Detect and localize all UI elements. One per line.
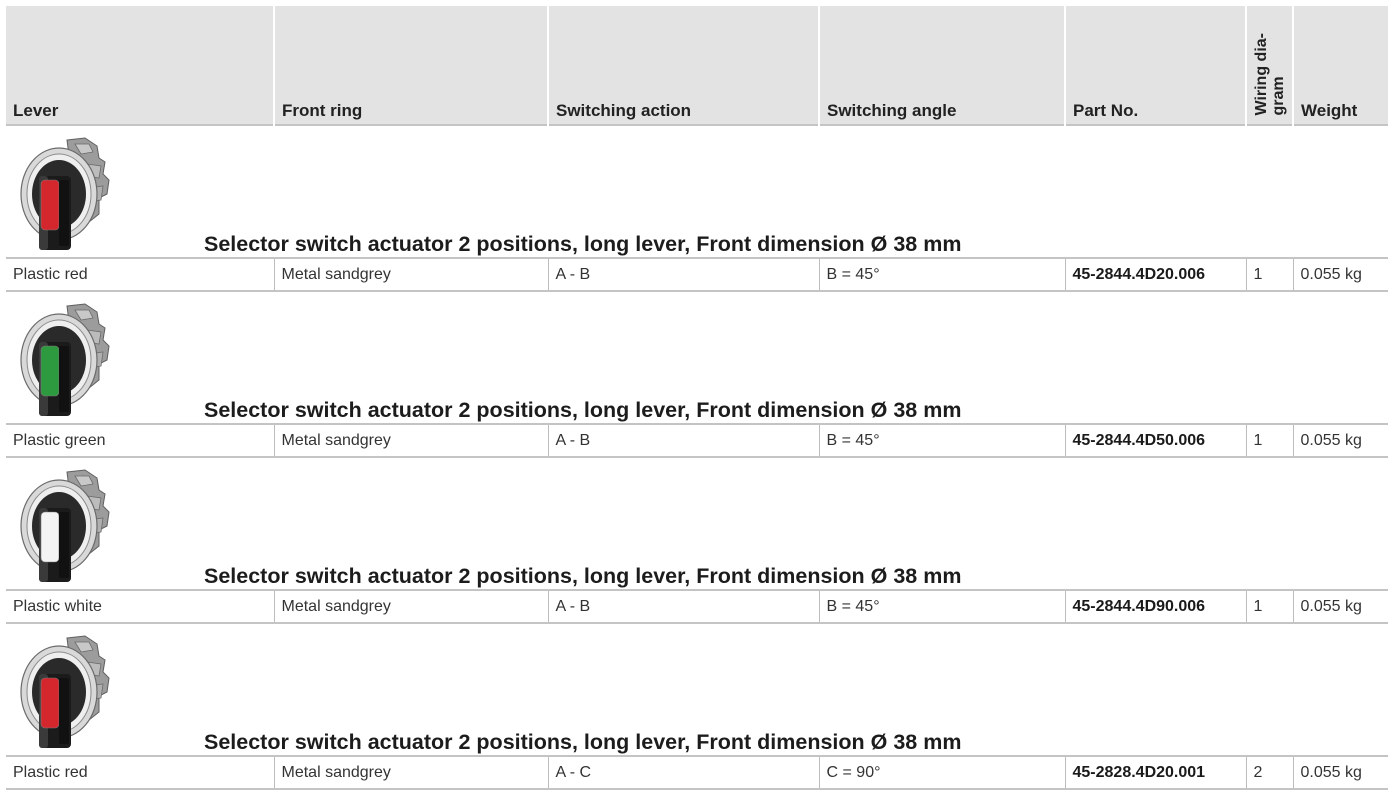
- group-header-cell: [6, 457, 1388, 590]
- table-row: [6, 756, 1388, 789]
- group-header-cell: [6, 125, 1388, 258]
- header-front-ring: Front ring: [274, 6, 548, 125]
- cell-lever: Plastic red: [6, 756, 274, 789]
- selector-switch-image: [15, 302, 115, 420]
- cell-weight: 0.055 kg: [1293, 424, 1388, 457]
- cell-weight: 0.055 kg: [1293, 590, 1388, 623]
- cell-lever: Plastic red: [6, 258, 274, 291]
- cell-switching-action: A - B: [548, 258, 819, 291]
- group-header-cell: [6, 623, 1388, 756]
- group-title: Selector switch actuator 2 positions, long lever, Front dimension Ø 38 mm: [204, 398, 962, 422]
- table-row: [6, 424, 1388, 457]
- cell-switching-angle: B = 45°: [819, 424, 1065, 457]
- cell-front-ring: Metal sandgrey: [274, 590, 548, 623]
- cell-weight: 0.055 kg: [1293, 756, 1388, 789]
- cell-wiring: 1: [1246, 590, 1293, 623]
- cell-front-ring: Metal sandgrey: [274, 424, 548, 457]
- cell-wiring: 2: [1246, 756, 1293, 789]
- group-header-row: [6, 457, 1388, 590]
- header-lever: Lever: [6, 6, 274, 125]
- group-title: Selector switch actuator 2 positions, long lever, Front dimension Ø 38 mm: [204, 730, 962, 754]
- selector-switch-image: [15, 634, 115, 752]
- cell-switching-action: A - B: [548, 424, 819, 457]
- cell-switching-angle: C = 90°: [819, 756, 1065, 789]
- header-weight: Weight: [1293, 6, 1388, 125]
- group-title: Selector switch actuator 2 positions, long lever, Front dimension Ø 38 mm: [204, 232, 962, 256]
- cell-front-ring: Metal sandgrey: [274, 756, 548, 789]
- table-row: [6, 258, 1388, 291]
- cell-wiring: 1: [1246, 424, 1293, 457]
- group-header-row: [6, 623, 1388, 756]
- cell-weight: 0.055 kg: [1293, 258, 1388, 291]
- header-switching-angle: Switching angle: [819, 6, 1065, 125]
- header-wiring-diagram: [1246, 6, 1293, 125]
- group-header-cell: [6, 291, 1388, 424]
- table-header-row: [6, 6, 1388, 125]
- cell-part-no: 45-2844.4D90.006: [1065, 590, 1246, 623]
- cell-lever: Plastic green: [6, 424, 274, 457]
- cell-part-no: 45-2844.4D20.006: [1065, 258, 1246, 291]
- group-header-row: [6, 291, 1388, 424]
- table-row: [6, 590, 1388, 623]
- group-header-row: [6, 125, 1388, 258]
- product-table: [6, 6, 1388, 790]
- header-part-no: Part No.: [1065, 6, 1246, 125]
- cell-part-no: 45-2844.4D50.006: [1065, 424, 1246, 457]
- cell-wiring: 1: [1246, 258, 1293, 291]
- cell-switching-action: A - B: [548, 590, 819, 623]
- selector-switch-image: [15, 468, 115, 586]
- cell-front-ring: Metal sandgrey: [274, 258, 548, 291]
- selector-switch-image: [15, 136, 115, 254]
- header-switching-action: Switching action: [548, 6, 819, 125]
- cell-switching-angle: B = 45°: [819, 258, 1065, 291]
- group-title: Selector switch actuator 2 positions, long lever, Front dimension Ø 38 mm: [204, 564, 962, 588]
- cell-switching-angle: B = 45°: [819, 590, 1065, 623]
- header-wiring-diagram-text: Wiring dia- gram: [1252, 33, 1287, 116]
- cell-lever: Plastic white: [6, 590, 274, 623]
- cell-part-no: 45-2828.4D20.001: [1065, 756, 1246, 789]
- cell-switching-action: A - C: [548, 756, 819, 789]
